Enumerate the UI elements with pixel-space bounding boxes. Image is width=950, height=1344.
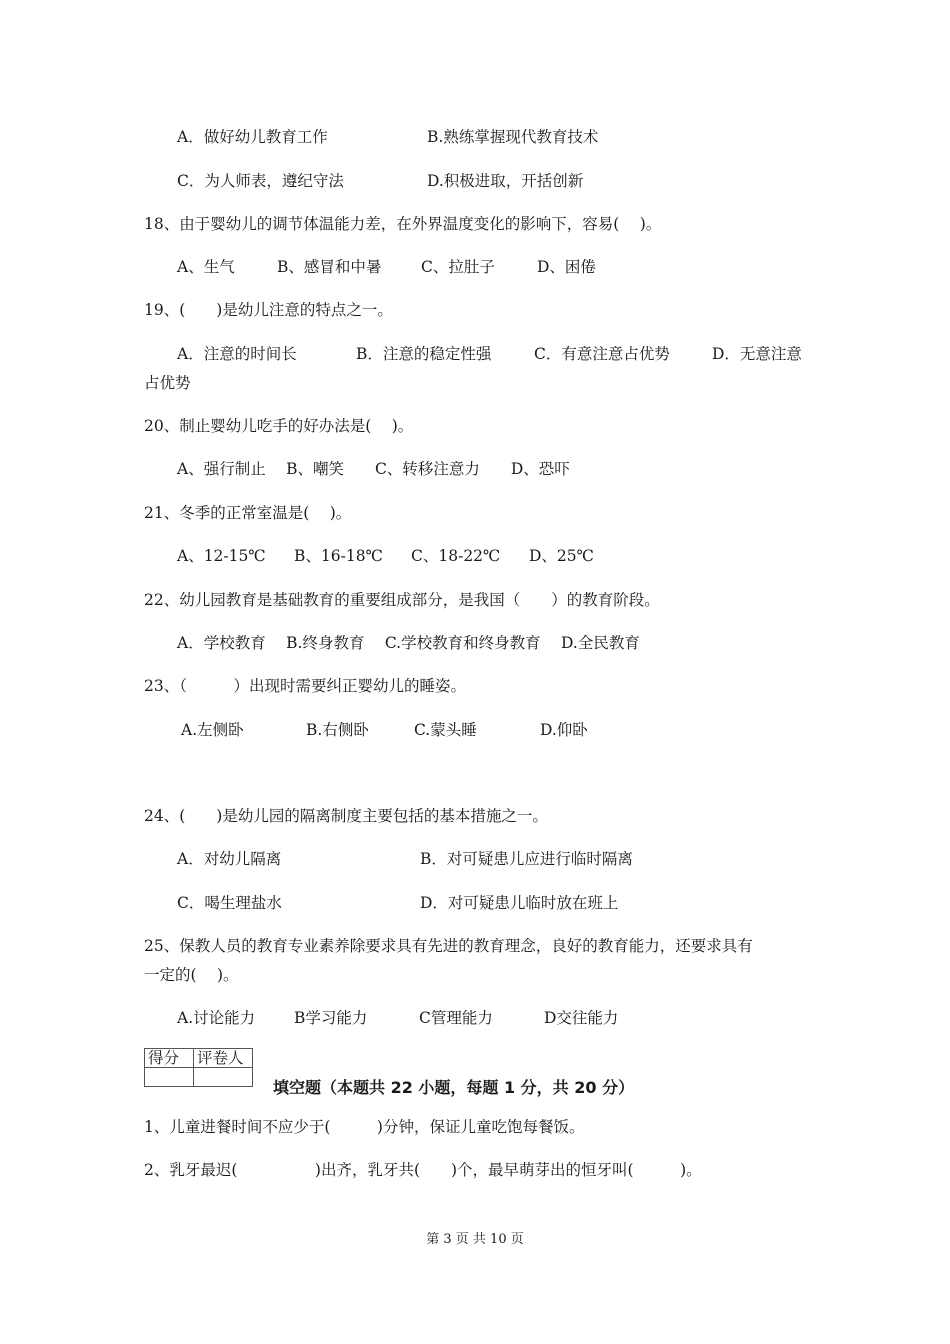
- q25-option-c: C管理能力: [419, 1009, 493, 1027]
- q25-option-b: B学习能力: [294, 1009, 368, 1027]
- q18-stem: 18、由于婴幼儿的调节体温能力差，在外界温度变化的影响下，容易( )。: [144, 215, 662, 233]
- q21-option-c: C、18-22℃: [411, 547, 501, 565]
- q23-stem: 23、（ ）出现时需要纠正婴幼儿的睡姿。: [144, 677, 466, 695]
- q22-stem: 22、幼儿园教育是基础教育的重要组成部分，是我国（ ）的教育阶段。: [144, 591, 660, 609]
- q19-option-d: D．无意注意: [712, 345, 802, 363]
- score-box: [144, 1048, 253, 1087]
- q23-option-a: A.左侧卧: [181, 721, 244, 739]
- q24-option-c: C．喝生理盐水: [177, 894, 282, 912]
- q23-option-d: D.仰卧: [540, 721, 588, 739]
- q17-option-b: B.熟练掌握现代教育技术: [427, 128, 599, 146]
- q23-option-b: B.右侧卧: [306, 721, 369, 739]
- q18-option-b: B、感冒和中暑: [277, 258, 382, 276]
- q19-option-a: A．注意的时间长: [177, 345, 297, 363]
- q19-option-c: C．有意注意占优势: [534, 345, 670, 363]
- q21-option-b: B、16-18℃: [294, 547, 383, 565]
- q20-stem: 20、制止婴幼儿吃手的好办法是( )。: [144, 417, 414, 435]
- q19-option-b: B．注意的稳定性强: [356, 345, 492, 363]
- grader-cell[interactable]: [194, 1068, 253, 1087]
- q22-options: A．学校教育 B.终身教育 C.学校教育和终身教育 D.全民教育: [177, 634, 640, 652]
- score-cell[interactable]: [145, 1068, 194, 1087]
- q24-option-b: B．对可疑患儿应进行临时隔离: [420, 850, 633, 868]
- q21-stem: 21、冬季的正常室温是( )。: [144, 504, 352, 522]
- q23-option-c: C.蒙头睡: [414, 721, 477, 739]
- q18-option-a: A、生气: [177, 258, 235, 276]
- q21-option-d: D、25℃: [529, 547, 594, 565]
- q19-option-d-continued: 占优势: [144, 374, 191, 392]
- q24-option-a: A．对幼儿隔离: [177, 850, 282, 868]
- fill-question-2: 2、乳牙最迟( )出齐，乳牙共( )个，最早萌芽出的恒牙叫( )。: [144, 1161, 702, 1179]
- q17-option-d: D.积极进取，开括创新: [427, 172, 584, 190]
- q24-option-d: D．对可疑患儿临时放在班上: [420, 894, 619, 912]
- section-title: 填空题（本题共 22 小题，每题 1 分，共 20 分）: [273, 1078, 635, 1097]
- q19-stem: 19、( )是幼儿注意的特点之一。: [144, 301, 393, 319]
- q25-option-a: A.讨论能力: [177, 1009, 256, 1027]
- score-header: 得分: [145, 1049, 194, 1068]
- q25-stem-continued: 一定的( )。: [144, 966, 239, 984]
- page-footer: 第 3 页 共 10 页: [426, 1232, 524, 1247]
- grader-header: 评卷人: [194, 1049, 253, 1068]
- q25-option-d: D交往能力: [544, 1009, 619, 1027]
- q17-option-c: C．为人师表，遵纪守法: [177, 172, 344, 190]
- q18-option-d: D、困倦: [537, 258, 596, 276]
- q25-stem: 25、保教人员的教育专业素养除要求具有先进的教育理念，良好的教育能力，还要求具有: [144, 937, 753, 955]
- q18-option-c: C、拉肚子: [421, 258, 495, 276]
- fill-question-1: 1、儿童进餐时间不应少于( )分钟，保证儿童吃饱每餐饭。: [144, 1118, 585, 1136]
- q20-options: A、强行制止 B、嘲笑 C、转移注意力 D、恐吓: [177, 460, 570, 478]
- q21-option-a: A、12-15℃: [177, 547, 266, 565]
- q24-stem: 24、( )是幼儿园的隔离制度主要包括的基本措施之一。: [144, 807, 548, 825]
- q17-option-a: A．做好幼儿教育工作: [177, 128, 328, 146]
